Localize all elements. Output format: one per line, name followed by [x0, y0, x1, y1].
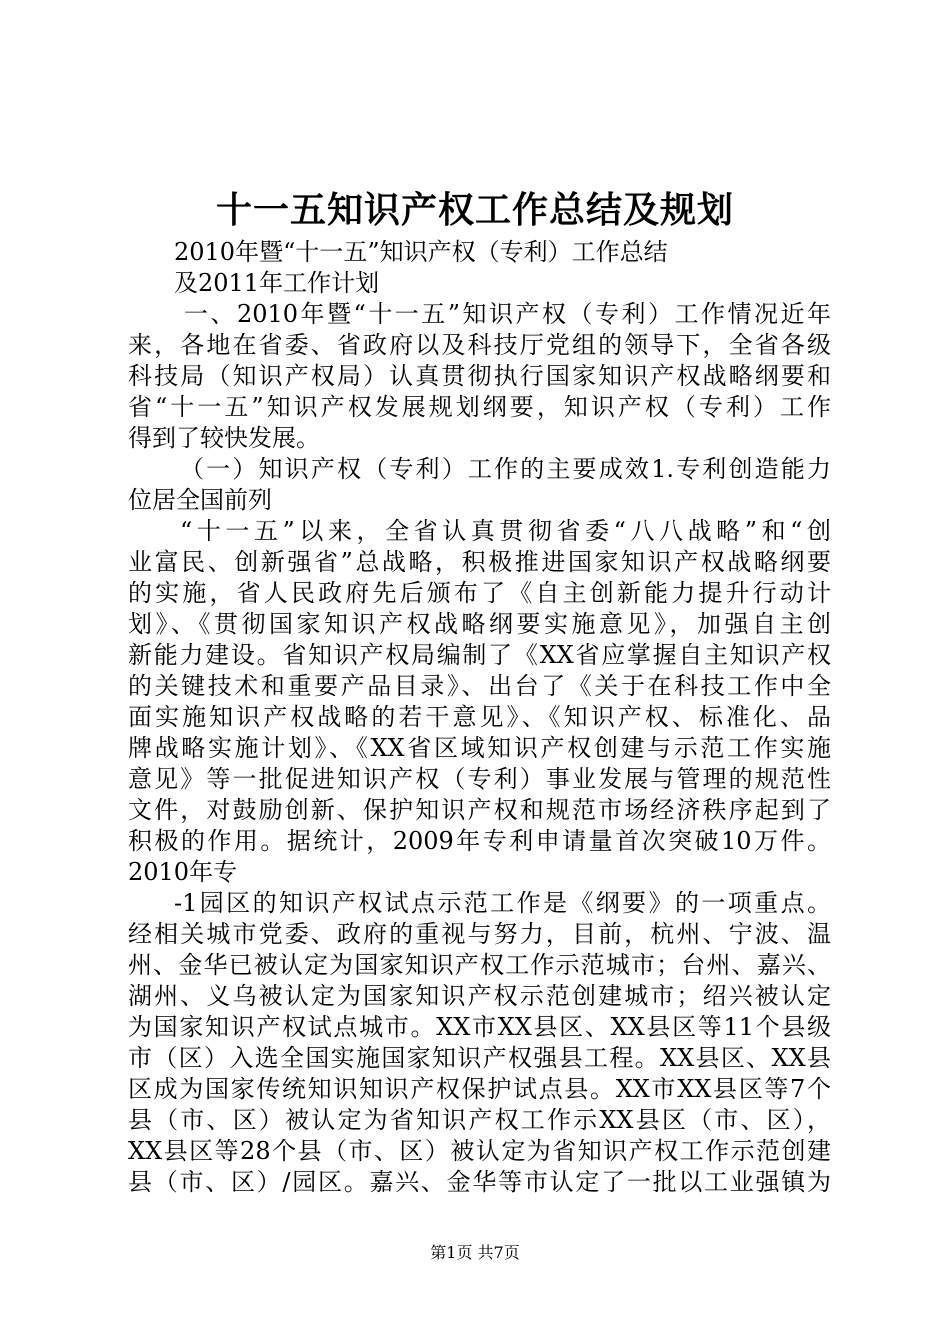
document-title: 十一五知识产权工作总结及规划: [215, 189, 734, 231]
page-number-footer: 第1页 共7页: [430, 1243, 520, 1262]
text-line: 2010年暨“十一五”知识产权（专利）工作总结: [174, 238, 668, 266]
text-line: 州、金华已被认定为国家知识产权工作示范城市；台州、嘉兴、: [128, 951, 831, 979]
text-line: 经相关城市党委、政府的重视与努力，目前，杭州、宁波、温: [128, 920, 831, 948]
text-line: 来，各地在省委、省政府以及科技厅党组的领导下，全省各级: [128, 331, 831, 359]
text-line: 县（市、区）被认定为省知识产权工作示XX县区（市、区），: [128, 1106, 831, 1134]
text-line: 一、2010年暨“十一五”知识产权（专利）工作情况近年: [184, 300, 831, 328]
text-line: 位居全国前列: [128, 486, 272, 514]
text-line: 牌战略实施计划》、《XX省区域知识产权创建与示范工作实施: [128, 734, 831, 762]
text-line: -1园区的知识产权试点示范工作是《纲要》的一项重点。: [174, 889, 831, 917]
text-line: 市（区）入选全国实施国家知识产权强县工程。XX县区、XX县: [128, 1044, 831, 1072]
text-line: 科技局（知识产权局）认真贯彻执行国家知识产权战略纲要和: [128, 362, 831, 390]
text-line: 面实施知识产权战略的若干意见》、《知识产权、标准化、品: [128, 703, 831, 731]
document-body: [128, 237, 831, 1198]
text-line: 积极的作用。据统计，2009年专利申请量首次突破10万件。: [128, 827, 831, 855]
text-line: 为国家知识产权试点城市。XX市XX县区、XX县区等11个县级: [128, 1013, 831, 1041]
text-line: 2010年专: [128, 858, 238, 886]
text-line: 新能力建设。省知识产权局编制了《XX省应掌握自主知识产权: [128, 641, 831, 669]
text-line: 业富民、创新强省”总战略，积极推进国家知识产权战略纲要: [128, 548, 831, 576]
text-line: 的实施，省人民政府先后颁布了《自主创新能力提升行动计: [128, 579, 831, 607]
text-line: 省“十一五”知识产权发展规划纲要，知识产权（专利）工作: [128, 393, 831, 421]
text-line: 意见》等一批促进知识产权（专利）事业发展与管理的规范性: [128, 765, 831, 793]
text-line: （一）知识产权（专利）工作的主要成效1.专利创造能力: [180, 455, 831, 483]
text-line: 的关键技术和重要产品目录》、出台了《关于在科技工作中全: [128, 672, 831, 700]
text-line: 划》、《贯彻国家知识产权战略纲要实施意见》，加强自主创: [128, 610, 831, 638]
text-line: 湖州、义乌被认定为国家知识产权示范创建城市；绍兴被认定: [128, 982, 831, 1010]
text-line: XX县区等28个县（市、区）被认定为省知识产权工作示范创建: [128, 1137, 831, 1165]
text-line: 文件，对鼓励创新、保护知识产权和规范市场经济秩序起到了: [128, 796, 831, 824]
text-line: 区成为国家传统知识知识产权保护试点县。XX市XX县区等7个: [128, 1075, 831, 1103]
text-line: 及2011年工作计划: [174, 269, 380, 297]
text-line: 得到了较快发展。: [128, 424, 320, 452]
text-line: “十一五”以来，全省认真贯彻省委“八八战略”和“创: [180, 517, 831, 545]
text-line: 县（市、区）/园区。嘉兴、金华等市认定了一批以工业强镇为: [128, 1168, 831, 1196]
